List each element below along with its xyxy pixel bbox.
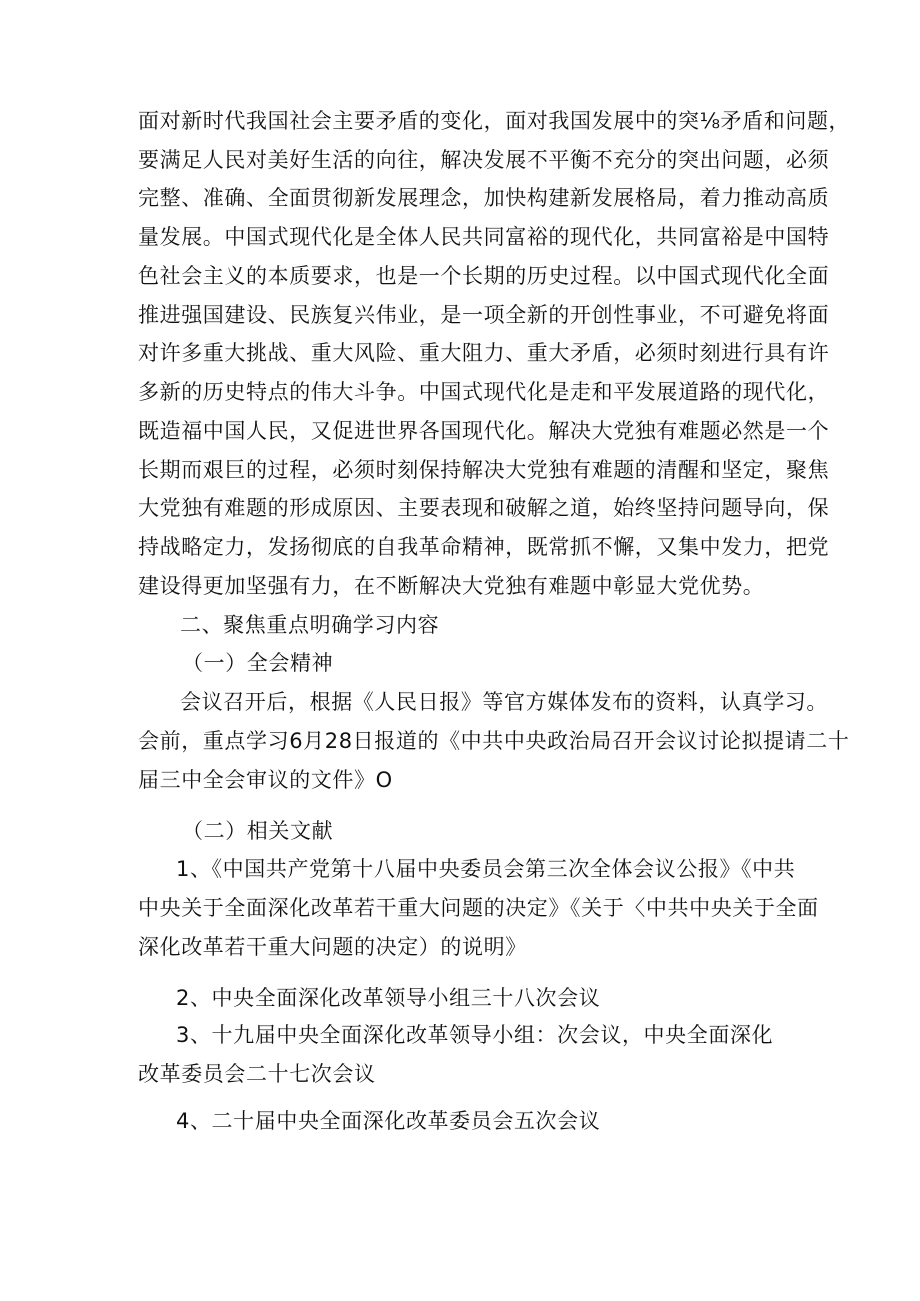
text-line: 要满足人民对美好生活的向往，解决发展不平衡不充分的突出问题，必须 [138, 148, 830, 172]
text-line: 改革委员会二十七次会议 [138, 1062, 376, 1086]
text-line: 届三中全会审议的文件》O [138, 768, 393, 792]
text-line: 持战略定力，发扬彻底的自我革命精神，既常抓不懈，又集中发力，把党 [138, 535, 830, 559]
section-heading: 二、聚焦重点明确学习内容 [180, 613, 440, 637]
text-line: 色社会主义的本质要求，也是一个长期的历史过程。以中国式现代化全面 [138, 264, 830, 288]
text-line: 面对新时代我国社会主要矛盾的变化，面对我国发展中的突⅛矛盾和问题， [138, 109, 851, 133]
text-line: 完整、准确、全面贯彻新发展理念，加快构建新发展格局，着力推动高质 [138, 186, 830, 210]
text-line: 对许多重大挑战、重大风险、重大阻力、重大矛盾，必须时刻进行具有许 [138, 341, 830, 365]
text-line: 深化改革若干重大问题的决定）的说明》 [138, 935, 527, 959]
text-line: 中央关于全面深化改革若干重大问题的决定》《关于〈中共中央关于全面 [138, 896, 819, 920]
text-line: 长期而艰巨的过程，必须时刻保持解决大党独有难题的清醒和坚定，聚焦 [138, 458, 830, 482]
text-line: 多新的历史特点的伟大斗争。中国式现代化是走和平发展道路的现代化， [138, 380, 830, 404]
text-line: 量发展。中国式现代化是全体人民共同富裕的现代化，共同富裕是中国特 [138, 225, 830, 249]
list-item: 4、二十届中央全面深化改革委员会五次会议 [176, 1109, 601, 1133]
text-line: 建设得更加坚强有力，在不断解决大党独有难题中彰显大党优势。 [138, 574, 765, 598]
list-item: 2、中央全面深化改革领导小组三十八次会议 [176, 986, 601, 1010]
subheading-related-documents: （二）相关文献 [182, 819, 334, 843]
text-line: 既造福中国人民，又促进世界各国现代化。解决大党独有难题必然是一个 [138, 419, 830, 443]
text-line: 3、十九届中央全面深化改革领导小组：次会议，中央全面深化 [176, 1023, 774, 1047]
text-line: 推进强国建设、民族复兴伟业，是一项全新的开创性事业，不可避免将面 [138, 303, 830, 327]
subheading-plenary-spirit: （一）全会精神 [182, 651, 334, 675]
text-line: 会议召开后，根据《人民日报》等官方媒体发布的资料，认真学习。 [180, 690, 828, 714]
text-line: 1、《中国共产党第十八届中央委员会第三次全体会议公报》《中共 [176, 857, 796, 881]
text-line: 大党独有难题的形成原因、主要表现和破解之道，始终坚持问题导向，保 [138, 496, 830, 520]
text-line: 会前，重点学习6月28日报道的《中共中央政治局召开会议讨论拟提请二十 [138, 729, 850, 753]
